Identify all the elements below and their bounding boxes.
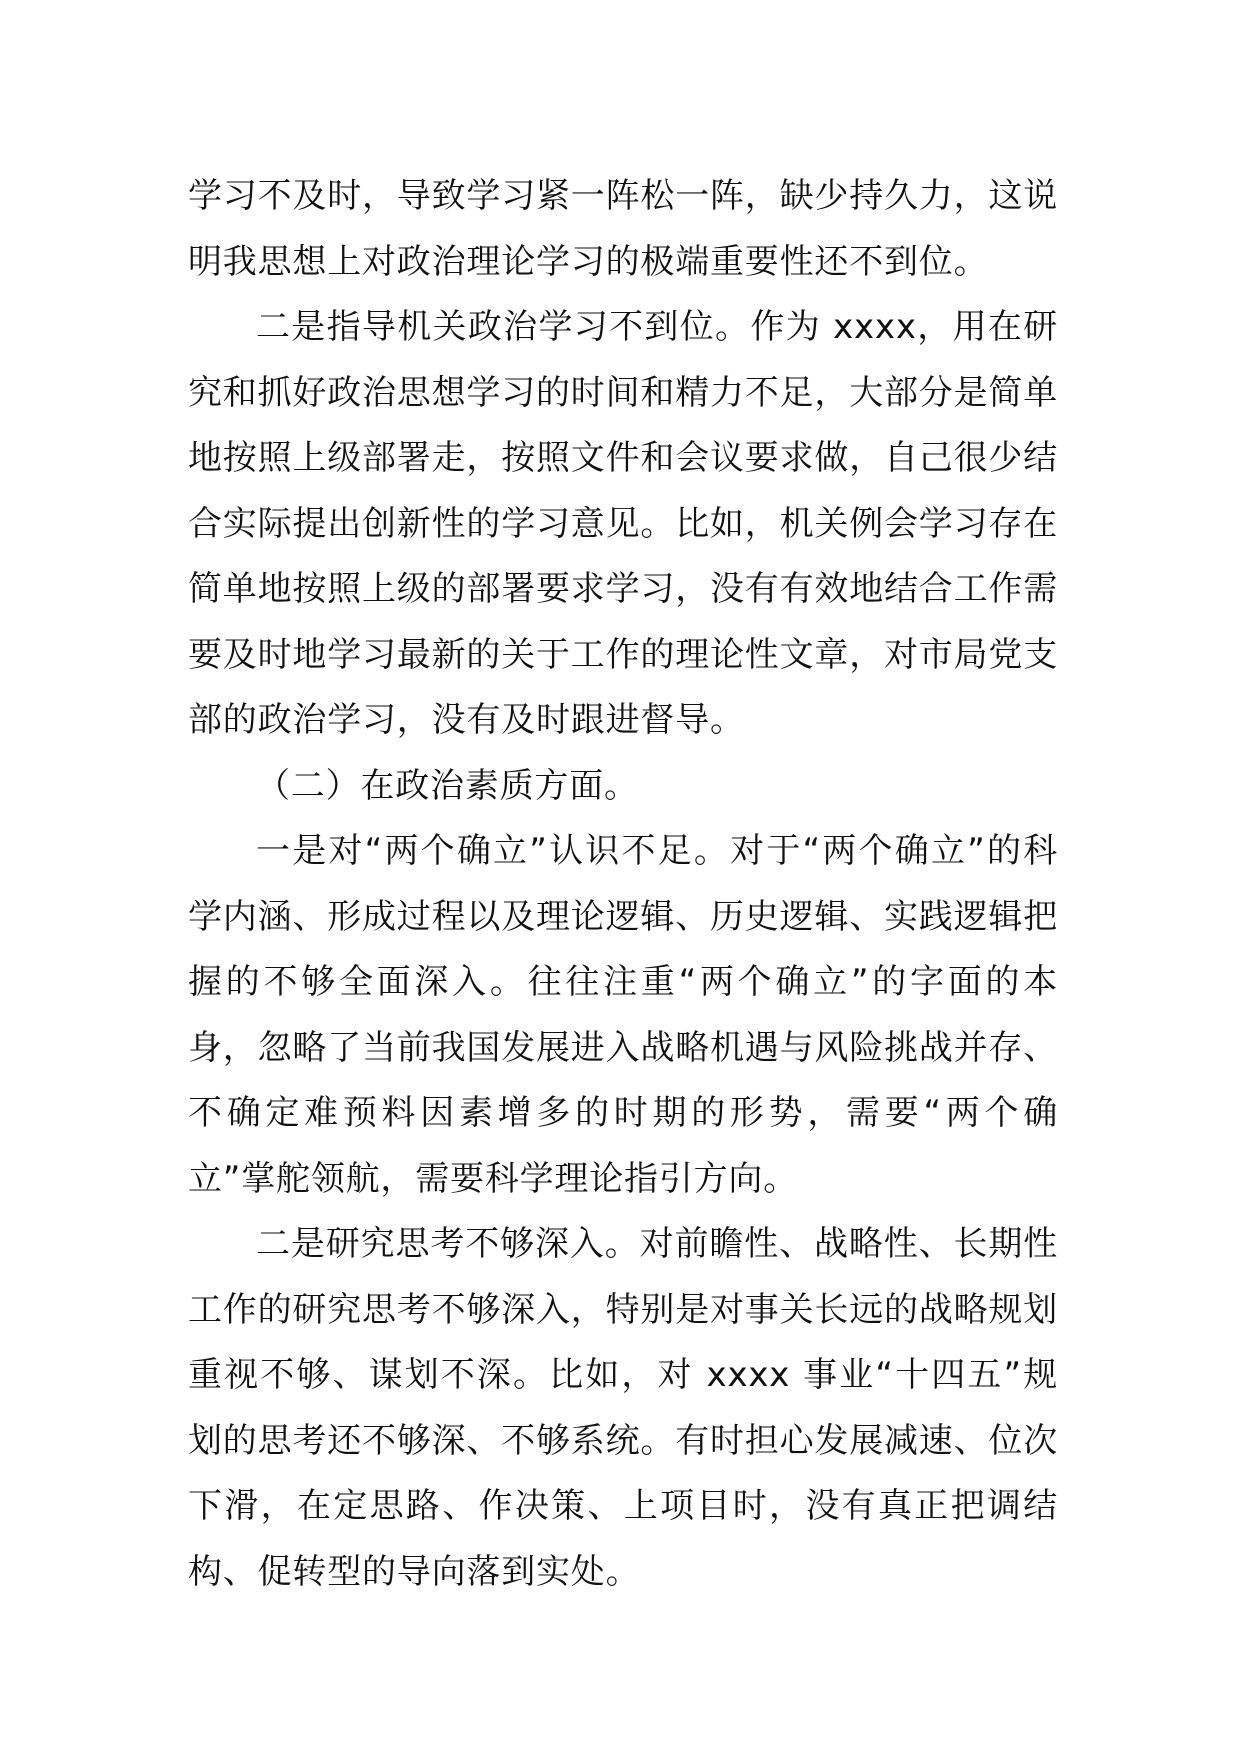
- paragraph-continuation: 学习不及时，导致学习紧一阵松一阵，缺少持久力，这说明我思想上对政治理论学习的极端重要性还不到位。: [188, 176, 1058, 282]
- section-heading-political-quality: （二）在政治素质方面。: [256, 765, 639, 806]
- paragraph-research-thinking: 二是研究思考不够深入。对前瞻性、战略性、长期性工作的研究思考不够深入，特别是对事关长远的战略规划重视不够、谋划不深。比如，对 xxxx 事业“十四五”规划的思考还不够深、不够系统。有时担心发展减速、位次下滑，在定思路、作决策、上项目时，没有真正把调结构、促转型的导向落到实处。: [188, 1224, 1058, 1592]
- document-body: [188, 164, 1058, 1605]
- paragraph-two-establishments: 一是对“两个确立”认识不足。对于“两个确立”的科学内涵、形成过程以及理论逻辑、历史逻辑、实践逻辑把握的不够全面深入。往往注重“两个确立”的字面的本身，忽略了当前我国发展进入战略机遇与风险挑战并存、不确定难预料因素增多的时期的形势，需要“两个确立”掌舵领航，需要科学理论指引方向。: [188, 831, 1058, 1199]
- paragraph-guidance-study: 二是指导机关政治学习不到位。作为 xxxx，用在研究和抓好政治思想学习的时间和精力不足，大部分是简单地按照上级部署走，按照文件和会议要求做，自己很少结合实际提出创新性的学习意见。比如，机关例会学习存在简单地按照上级的部署要求学习，没有有效地结合工作需要及时地学习最新的关于工作的理论性文章，对市局党支部的政治学习，没有及时跟进督导。: [188, 307, 1058, 740]
